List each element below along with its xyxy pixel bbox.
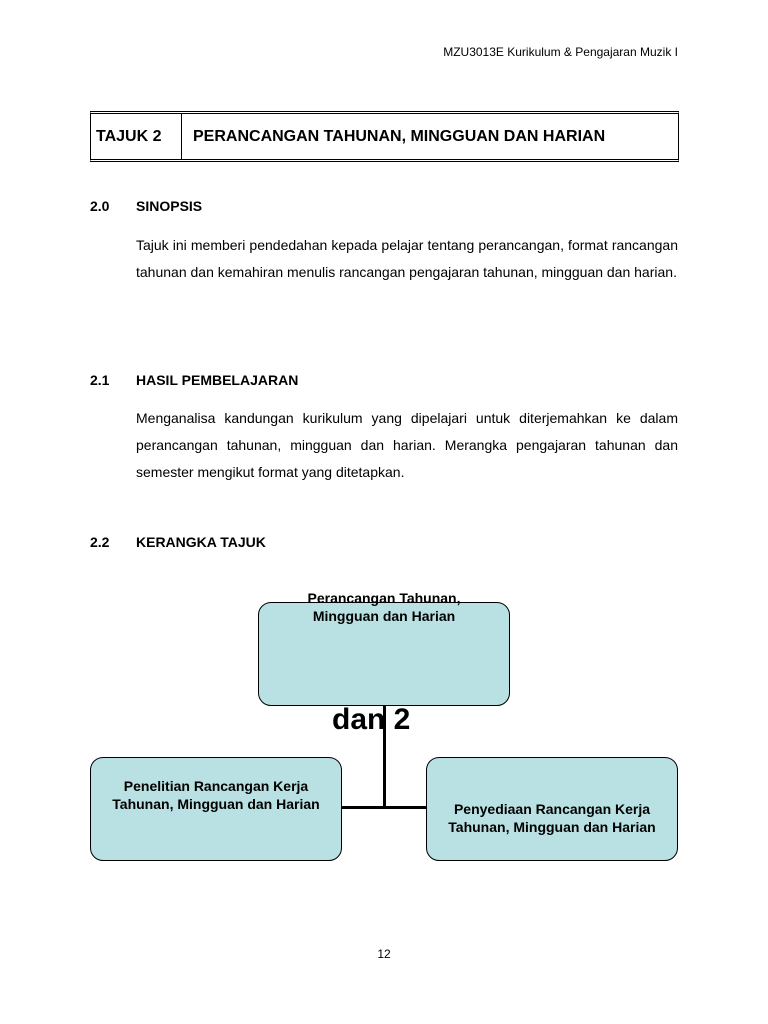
running-header: MZU3013E Kurikulum & Pengajaran Muzik I (443, 45, 678, 59)
section-heading-learning-outcomes: HASIL PEMBELAJARAN (136, 372, 299, 388)
section-heading-topic-framework: KERANGKA TAJUK (136, 534, 266, 550)
diagram-left-label (90, 777, 342, 813)
section-number-learning-outcomes: 2.1 (90, 372, 110, 388)
diagram-left-label-line2: Tahunan, Mingguan dan Harian (112, 796, 320, 812)
topic-title: PERANCANGAN TAHUNAN, MINGGUAN DAN HARIAN (193, 127, 606, 145)
diagram-root-label-line2: Mingguan dan Harian (312, 608, 456, 624)
section-body-synopsis: Tajuk ini memberi pendedahan kepada pelajar tentang perancangan, format rancangan tahunan dan kemahiran menulis rancangan pengajaran tahunan, mingguan dan harian. (136, 237, 678, 280)
diagram-right-label-line1: Penyediaan Rancangan Kerja (453, 801, 651, 817)
diagram-left-label-line1: Penelitian Rancangan Kerja (123, 778, 309, 794)
diagram-root-label (258, 589, 510, 625)
section-body-learning-outcomes: Menganalisa kandungan kurikulum yang dipelajari untuk diterjemahkan ke dalam perancangan tahunan, mingguan dan harian. Merangka pengajaran tahunan dan semester mengikut format yang ditetapkan. (136, 410, 678, 480)
diagram-connector-horizontal (341, 806, 427, 809)
section-heading-synopsis: SINOPSIS (136, 198, 203, 214)
diagram-root-label-line1: Perancangan Tahunan, (307, 590, 461, 606)
topic-number: TAJUK 2 (91, 114, 182, 159)
topic-title-box (90, 111, 679, 162)
diagram-right-label-line2: Tahunan, Mingguan dan Harian (448, 819, 656, 835)
diagram-overlay-text: dan 2 (332, 703, 411, 736)
section-number-synopsis: 2.0 (90, 198, 110, 214)
diagram-right-label (426, 800, 678, 836)
section-number-topic-framework: 2.2 (90, 534, 110, 550)
page-number: 12 (377, 947, 391, 961)
